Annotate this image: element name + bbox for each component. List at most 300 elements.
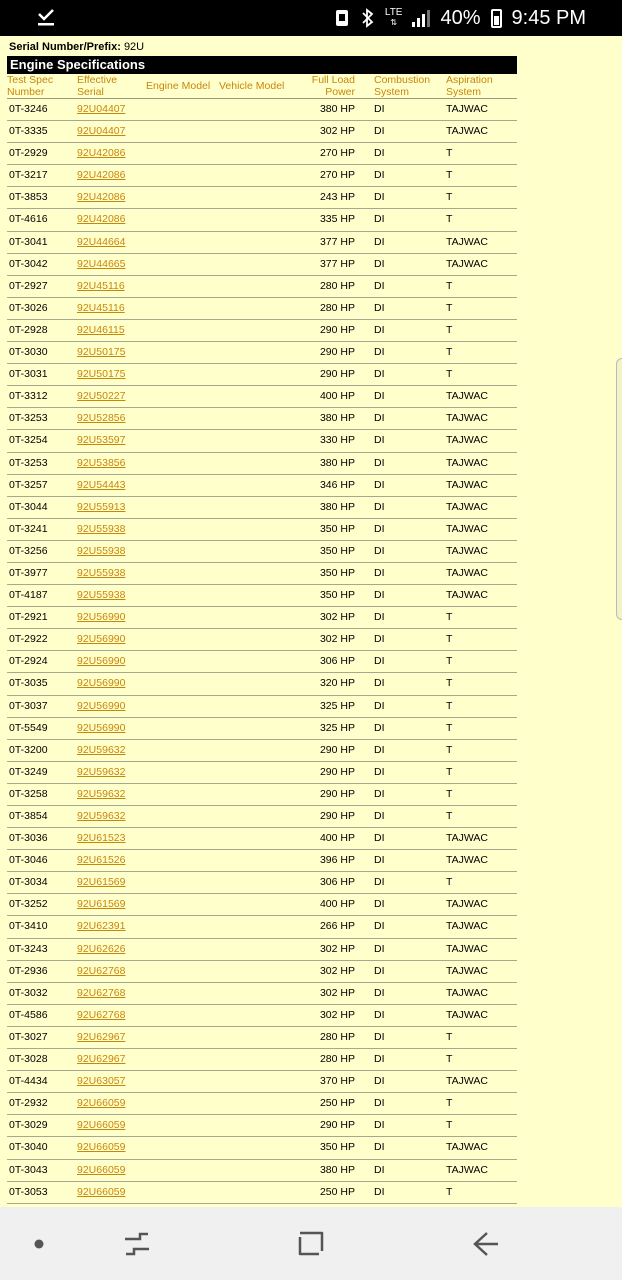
- full-load-power: 350 HP: [319, 566, 355, 579]
- aspiration-system: T: [446, 787, 453, 800]
- test-spec-number: 0T-3044: [9, 500, 48, 513]
- effective-serial-link[interactable]: 92U45116: [77, 279, 125, 292]
- serial-prefix-line: [9, 41, 144, 53]
- aspiration-system: T: [446, 1119, 453, 1132]
- aspiration-system: T: [446, 655, 453, 668]
- test-spec-number: 0T-3040: [9, 1141, 48, 1154]
- effective-serial-link[interactable]: 92U55913: [77, 500, 126, 513]
- test-spec-number: 0T-2927: [9, 279, 48, 292]
- combustion-system: DI: [374, 699, 385, 712]
- test-spec-number: 0T-3217: [9, 169, 48, 182]
- full-load-power: 400 HP: [319, 832, 355, 845]
- combustion-system: DI: [374, 832, 385, 845]
- effective-serial-link[interactable]: 92U42086: [77, 191, 126, 204]
- combustion-system: DI: [374, 213, 385, 226]
- full-load-power: 290 HP: [319, 765, 355, 778]
- header-vehicle-model[interactable]: Vehicle Model: [219, 80, 285, 92]
- test-spec-number: 0T-3410: [9, 920, 48, 933]
- table-row: [7, 430, 517, 452]
- full-load-power: 290 HP: [319, 323, 355, 336]
- table-row: [7, 276, 517, 298]
- battery-icon: [491, 9, 502, 28]
- effective-serial-link[interactable]: 92U54443: [77, 478, 126, 491]
- effective-serial-link[interactable]: 92U62768: [77, 986, 126, 999]
- combustion-system: DI: [374, 611, 385, 624]
- test-spec-number: 0T-3042: [9, 257, 48, 270]
- full-load-power: 350 HP: [319, 1141, 355, 1154]
- test-spec-number: 0T-3027: [9, 1030, 48, 1043]
- table-row: [7, 254, 517, 276]
- table-row: [7, 342, 517, 364]
- combustion-system: DI: [374, 1185, 385, 1198]
- combustion-system: DI: [374, 986, 385, 999]
- serial-prefix-label: Serial Number/Prefix:: [9, 41, 121, 53]
- aspiration-system: TAJWAC: [446, 964, 488, 977]
- aspiration-system: TAJWAC: [446, 832, 488, 845]
- effective-serial-link[interactable]: 92U63057: [77, 1075, 126, 1088]
- test-spec-number: 0T-3030: [9, 346, 48, 359]
- aspiration-system: TAJWAC: [446, 456, 488, 469]
- effective-serial-link[interactable]: 92U55938: [77, 544, 126, 557]
- aspiration-system: TAJWAC: [446, 235, 488, 248]
- effective-serial-link[interactable]: 92U66059: [77, 1097, 126, 1110]
- combustion-system: DI: [374, 655, 385, 668]
- full-load-power: 290 HP: [319, 346, 355, 359]
- full-load-power: 290 HP: [319, 810, 355, 822]
- full-load-power: 377 HP: [319, 235, 355, 248]
- combustion-system: DI: [374, 368, 385, 381]
- aspiration-system: T: [446, 611, 453, 624]
- test-spec-number: 0T-2922: [9, 633, 48, 646]
- full-load-power: 250 HP: [319, 1185, 355, 1198]
- combustion-system: DI: [374, 1097, 385, 1110]
- test-spec-number: 0T-3241: [9, 522, 48, 535]
- aspiration-system: TAJWAC: [446, 1075, 488, 1088]
- table-row: [7, 408, 517, 430]
- table-row: [7, 696, 517, 718]
- vibrate-icon: [333, 8, 351, 28]
- aspiration-system: T: [446, 346, 453, 359]
- effective-serial-link[interactable]: 92U55938: [77, 522, 126, 535]
- aspiration-system: TAJWAC: [446, 103, 488, 115]
- header-combustion-system[interactable]: Combustion System: [374, 74, 431, 98]
- effective-serial-link[interactable]: 92U56990: [77, 699, 126, 712]
- test-spec-number: 0T-3853: [9, 191, 48, 204]
- table-row: [7, 99, 517, 121]
- aspiration-system: TAJWAC: [446, 500, 488, 513]
- combustion-system: DI: [374, 1075, 385, 1088]
- combustion-system: DI: [374, 191, 385, 204]
- full-load-power: 280 HP: [319, 1030, 355, 1043]
- effective-serial-link[interactable]: 92U62391: [77, 920, 126, 933]
- full-load-power: 370 HP: [319, 1075, 355, 1088]
- full-load-power: 270 HP: [319, 147, 355, 160]
- edge-panel-handle[interactable]: [616, 358, 622, 620]
- effective-serial-link[interactable]: 92U56990: [77, 721, 126, 734]
- effective-serial-link[interactable]: 92U42086: [77, 169, 126, 182]
- serial-prefix-value: 92U: [123, 41, 145, 53]
- full-load-power: 380 HP: [319, 103, 355, 115]
- full-load-power: 302 HP: [319, 633, 355, 646]
- effective-serial-link[interactable]: 92U50175: [77, 346, 126, 359]
- test-spec-number: 0T-3312: [9, 390, 48, 403]
- effective-serial-link[interactable]: 92U62768: [77, 1008, 126, 1021]
- effective-serial-link[interactable]: 92U61526: [77, 854, 126, 867]
- test-spec-number: 0T-3037: [9, 699, 48, 712]
- test-spec-number: 0T-4586: [9, 1008, 48, 1021]
- full-load-power: 250 HP: [319, 1097, 355, 1110]
- combustion-system: DI: [374, 810, 385, 822]
- table-row: [7, 629, 517, 651]
- table-row: [7, 298, 517, 320]
- full-load-power: 290 HP: [319, 743, 355, 756]
- aspiration-system: TAJWAC: [446, 390, 488, 403]
- test-spec-number: 0T-2928: [9, 323, 48, 336]
- aspiration-system: TAJWAC: [446, 522, 488, 535]
- effective-serial-link[interactable]: 92U44664: [77, 235, 126, 248]
- aspiration-system: T: [446, 810, 453, 822]
- combustion-system: DI: [374, 147, 385, 160]
- table-row: [7, 1005, 517, 1027]
- full-load-power: 400 HP: [319, 898, 355, 911]
- aspiration-system: T: [446, 323, 453, 336]
- full-load-power: 306 HP: [319, 876, 355, 889]
- table-row: [7, 740, 517, 762]
- aspiration-system: T: [446, 147, 453, 160]
- effective-serial-link[interactable]: 92U59632: [77, 787, 126, 800]
- effective-serial-link[interactable]: 92U59632: [77, 765, 126, 778]
- test-spec-number: 0T-5549: [9, 721, 48, 734]
- table-row: [7, 784, 517, 806]
- aspiration-system: TAJWAC: [446, 412, 488, 425]
- table-row: [7, 320, 517, 342]
- combustion-system: DI: [374, 323, 385, 336]
- combustion-system: DI: [374, 125, 385, 138]
- effective-serial-link[interactable]: 92U62768: [77, 964, 126, 977]
- combustion-system: DI: [374, 964, 385, 977]
- table-row: [7, 364, 517, 386]
- full-load-power: 302 HP: [319, 125, 355, 138]
- effective-serial-link[interactable]: 92U61569: [77, 898, 126, 911]
- clock: 9:45 PM: [511, 6, 586, 29]
- header-test-spec[interactable]: Test Spec Number: [7, 74, 54, 98]
- table-row: [7, 497, 517, 519]
- effective-serial-link[interactable]: 92U59632: [77, 810, 126, 822]
- aspiration-system: TAJWAC: [446, 854, 488, 867]
- signal-strength-icon: [412, 9, 430, 27]
- table-row: [7, 121, 517, 143]
- test-spec-number: 0T-2936: [9, 964, 48, 977]
- full-load-power: 335 HP: [319, 213, 355, 226]
- combustion-system: DI: [374, 677, 385, 690]
- table-row: [7, 673, 517, 695]
- aspiration-system: TAJWAC: [446, 544, 488, 557]
- test-spec-number: 0T-3029: [9, 1119, 48, 1132]
- table-row: [7, 386, 517, 408]
- effective-serial-link[interactable]: 92U62967: [77, 1030, 126, 1043]
- navigation-bar: [0, 1207, 622, 1280]
- combustion-system: DI: [374, 235, 385, 248]
- table-row: [7, 1182, 517, 1204]
- aspiration-system: T: [446, 765, 453, 778]
- effective-serial-link[interactable]: 92U45116: [77, 301, 125, 314]
- effective-serial-link[interactable]: 92U62626: [77, 942, 126, 955]
- recents-icon[interactable]: [122, 1229, 152, 1259]
- aspiration-system: TAJWAC: [446, 257, 488, 270]
- effective-serial-link[interactable]: 92U62967: [77, 1053, 126, 1066]
- table-row: [7, 453, 517, 475]
- network-type-label: LTE ⇅: [384, 7, 403, 27]
- full-load-power: 400 HP: [319, 390, 355, 403]
- table-row: [7, 541, 517, 563]
- test-spec-number: 0T-2921: [9, 611, 48, 624]
- combustion-system: DI: [374, 743, 385, 756]
- table-row: [7, 563, 517, 585]
- test-spec-number: 0T-3254: [9, 434, 48, 447]
- aspiration-system: T: [446, 633, 453, 646]
- full-load-power: 350 HP: [319, 544, 355, 557]
- section-title: Engine Specifications: [7, 56, 517, 74]
- effective-serial-link[interactable]: 92U56990: [77, 611, 126, 624]
- aspiration-system: TAJWAC: [446, 986, 488, 999]
- test-spec-number: 0T-3035: [9, 677, 48, 690]
- effective-serial-link[interactable]: 92U42086: [77, 213, 126, 226]
- table-row: [7, 1160, 517, 1182]
- full-load-power: 350 HP: [319, 589, 355, 602]
- combustion-system: DI: [374, 854, 385, 867]
- test-spec-number: 0T-2924: [9, 655, 48, 668]
- effective-serial-link[interactable]: 92U53597: [77, 434, 126, 447]
- full-load-power: 266 HP: [319, 920, 355, 933]
- table-row: [7, 1049, 517, 1071]
- aspiration-system: TAJWAC: [446, 566, 488, 579]
- combustion-system: DI: [374, 1030, 385, 1043]
- header-effective-serial[interactable]: Effective Serial: [77, 74, 118, 98]
- header-aspiration-system[interactable]: Aspiration System: [446, 74, 493, 98]
- combustion-system: DI: [374, 721, 385, 734]
- full-load-power: 302 HP: [319, 986, 355, 999]
- aspiration-system: TAJWAC: [446, 920, 488, 933]
- full-load-power: 270 HP: [319, 169, 355, 182]
- aspiration-system: TAJWAC: [446, 1163, 488, 1176]
- test-spec-number: 0T-3036: [9, 832, 48, 845]
- combustion-system: DI: [374, 787, 385, 800]
- table-row: [7, 806, 517, 828]
- table-row: [7, 894, 517, 916]
- aspiration-system: T: [446, 1185, 453, 1198]
- test-spec-number: 0T-3028: [9, 1053, 48, 1066]
- effective-serial-link[interactable]: 92U61569: [77, 876, 126, 889]
- bluetooth-icon: [361, 8, 375, 28]
- effective-serial-link[interactable]: 92U59632: [77, 743, 126, 756]
- effective-serial-link[interactable]: 92U55938: [77, 566, 126, 579]
- combustion-system: DI: [374, 876, 385, 889]
- test-spec-number: 0T-3253: [9, 412, 48, 425]
- effective-serial-link[interactable]: 92U56990: [77, 655, 126, 668]
- header-full-load-power[interactable]: Full Load Power: [311, 74, 355, 98]
- effective-serial-link[interactable]: 92U66059: [77, 1185, 126, 1198]
- effective-serial-link[interactable]: 92U52856: [77, 412, 126, 425]
- page-content: [0, 36, 622, 1207]
- effective-serial-link[interactable]: 92U44665: [77, 257, 126, 270]
- aspiration-system: T: [446, 301, 453, 314]
- home-icon[interactable]: [296, 1229, 326, 1259]
- test-spec-number: 0T-3053: [9, 1185, 48, 1198]
- table-body: [7, 99, 517, 1204]
- aspiration-system: T: [446, 699, 453, 712]
- combustion-system: DI: [374, 301, 385, 314]
- test-spec-number: 0T-3046: [9, 854, 48, 867]
- table-row: [7, 718, 517, 740]
- full-load-power: 290 HP: [319, 787, 355, 800]
- combustion-system: DI: [374, 633, 385, 646]
- full-load-power: 290 HP: [319, 1119, 355, 1132]
- combustion-system: DI: [374, 765, 385, 778]
- combustion-system: DI: [374, 544, 385, 557]
- full-load-power: 320 HP: [319, 677, 355, 690]
- combustion-system: DI: [374, 169, 385, 182]
- download-complete-icon: [36, 6, 56, 28]
- full-load-power: 380 HP: [319, 1163, 355, 1176]
- test-spec-number: 0T-3246: [9, 103, 48, 115]
- full-load-power: 350 HP: [319, 522, 355, 535]
- table-row: [7, 585, 517, 607]
- test-spec-number: 0T-3031: [9, 368, 48, 381]
- aspiration-system: T: [446, 279, 453, 292]
- table-row: [7, 1115, 517, 1137]
- effective-serial-link[interactable]: 92U53856: [77, 456, 126, 469]
- test-spec-number: 0T-3335: [9, 125, 48, 138]
- battery-percent: 40%: [440, 6, 481, 29]
- table-row: [7, 762, 517, 784]
- effective-serial-link[interactable]: 92U61523: [77, 832, 126, 845]
- table-row: [7, 939, 517, 961]
- combustion-system: DI: [374, 346, 385, 359]
- aspiration-system: T: [446, 876, 453, 889]
- table-row: [7, 143, 517, 165]
- aspiration-system: T: [446, 169, 453, 182]
- table-row: [7, 232, 517, 254]
- aspiration-system: TAJWAC: [446, 589, 488, 602]
- test-spec-number: 0T-2929: [9, 147, 48, 160]
- full-load-power: 380 HP: [319, 412, 355, 425]
- full-load-power: 302 HP: [319, 1008, 355, 1021]
- effective-serial-link[interactable]: 92U04407: [77, 103, 126, 115]
- full-load-power: 377 HP: [319, 257, 355, 270]
- effective-serial-link[interactable]: 92U50227: [77, 390, 126, 403]
- table-row: [7, 983, 517, 1005]
- combustion-system: DI: [374, 898, 385, 911]
- effective-serial-link[interactable]: 92U66059: [77, 1163, 126, 1176]
- aspiration-system: TAJWAC: [446, 434, 488, 447]
- table-row: [7, 1093, 517, 1115]
- combustion-system: DI: [374, 1008, 385, 1021]
- effective-serial-link[interactable]: 92U55938: [77, 589, 126, 602]
- recent-apps-dot-icon[interactable]: [24, 1229, 54, 1259]
- effective-serial-link[interactable]: 92U66059: [77, 1141, 126, 1154]
- combustion-system: DI: [374, 1053, 385, 1066]
- test-spec-number: 0T-4434: [9, 1075, 48, 1088]
- combustion-system: DI: [374, 412, 385, 425]
- table-row: [7, 187, 517, 209]
- aspiration-system: T: [446, 368, 453, 381]
- combustion-system: DI: [374, 456, 385, 469]
- test-spec-number: 0T-3026: [9, 301, 48, 314]
- test-spec-number: 0T-3256: [9, 544, 48, 557]
- effective-serial-link[interactable]: 92U46115: [77, 323, 125, 336]
- effective-serial-link[interactable]: 92U42086: [77, 147, 126, 160]
- aspiration-system: T: [446, 1053, 453, 1066]
- test-spec-number: 0T-3243: [9, 942, 48, 955]
- aspiration-system: TAJWAC: [446, 478, 488, 491]
- full-load-power: 302 HP: [319, 964, 355, 977]
- full-load-power: 280 HP: [319, 1053, 355, 1066]
- full-load-power: 396 HP: [319, 854, 355, 867]
- effective-serial-link[interactable]: 92U04407: [77, 125, 126, 138]
- effective-serial-link[interactable]: 92U56990: [77, 677, 126, 690]
- aspiration-system: T: [446, 213, 453, 226]
- test-spec-number: 0T-3200: [9, 743, 48, 756]
- aspiration-system: TAJWAC: [446, 125, 488, 138]
- table-row: [7, 607, 517, 629]
- test-spec-number: 0T-4616: [9, 213, 48, 226]
- test-spec-number: 0T-2932: [9, 1097, 48, 1110]
- combustion-system: DI: [374, 434, 385, 447]
- test-spec-number: 0T-3034: [9, 876, 48, 889]
- combustion-system: DI: [374, 279, 385, 292]
- full-load-power: 380 HP: [319, 500, 355, 513]
- combustion-system: DI: [374, 1119, 385, 1132]
- aspiration-system: T: [446, 743, 453, 756]
- aspiration-system: T: [446, 677, 453, 690]
- effective-serial-link[interactable]: 92U56990: [77, 633, 126, 646]
- full-load-power: 330 HP: [319, 434, 355, 447]
- test-spec-number: 0T-3253: [9, 456, 48, 469]
- full-load-power: 302 HP: [319, 942, 355, 955]
- engine-spec-table: [7, 73, 517, 1204]
- full-load-power: 346 HP: [319, 478, 355, 491]
- header-engine-model[interactable]: Engine Model: [146, 80, 211, 92]
- test-spec-number: 0T-3257: [9, 478, 48, 491]
- table-row: [7, 1071, 517, 1093]
- aspiration-system: TAJWAC: [446, 1008, 488, 1021]
- back-icon[interactable]: [470, 1229, 500, 1259]
- combustion-system: DI: [374, 1163, 385, 1176]
- full-load-power: 290 HP: [319, 368, 355, 381]
- aspiration-system: TAJWAC: [446, 1141, 488, 1154]
- effective-serial-link[interactable]: 92U50175: [77, 368, 126, 381]
- combustion-system: DI: [374, 478, 385, 491]
- effective-serial-link[interactable]: 92U66059: [77, 1119, 126, 1132]
- table-header: [7, 73, 517, 99]
- table-row: [7, 850, 517, 872]
- test-spec-number: 0T-3977: [9, 566, 48, 579]
- combustion-system: DI: [374, 920, 385, 933]
- table-row: [7, 1027, 517, 1049]
- table-row: [7, 209, 517, 231]
- full-load-power: 302 HP: [319, 611, 355, 624]
- table-row: [7, 519, 517, 541]
- test-spec-number: 0T-3258: [9, 787, 48, 800]
- test-spec-number: 0T-3032: [9, 986, 48, 999]
- full-load-power: 243 HP: [319, 191, 355, 204]
- full-load-power: 325 HP: [319, 699, 355, 712]
- combustion-system: DI: [374, 942, 385, 955]
- combustion-system: DI: [374, 500, 385, 513]
- table-row: [7, 916, 517, 938]
- combustion-system: DI: [374, 522, 385, 535]
- combustion-system: DI: [374, 566, 385, 579]
